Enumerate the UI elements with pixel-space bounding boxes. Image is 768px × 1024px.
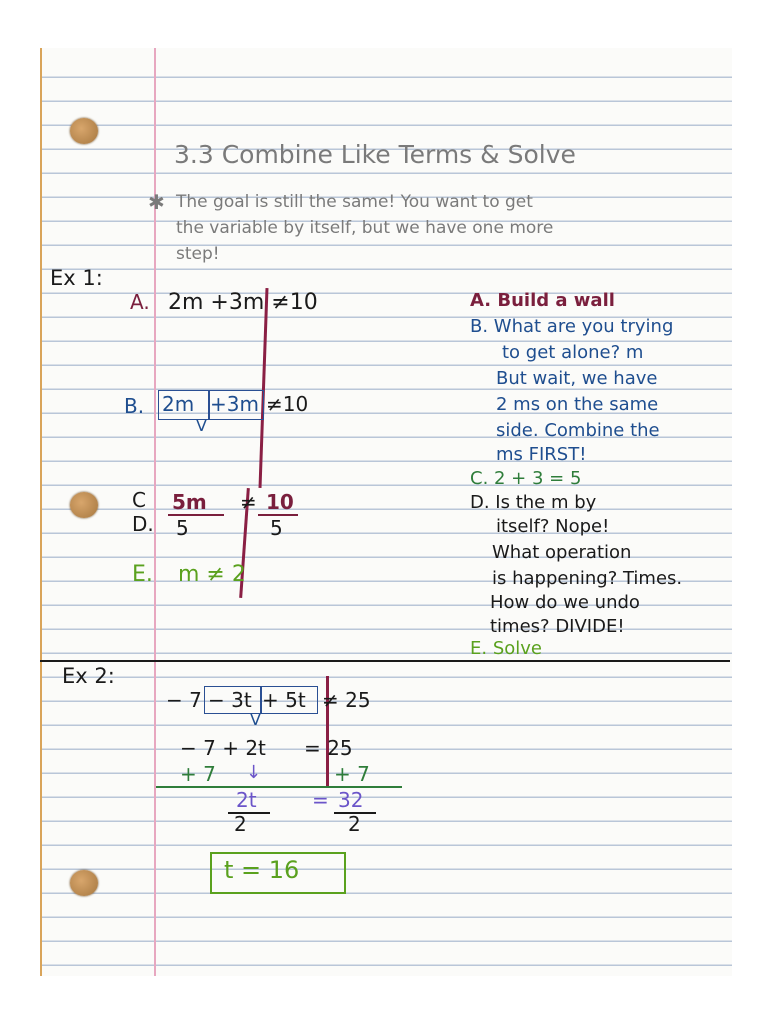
ex1-c-label: C bbox=[132, 488, 146, 512]
ex2-row3-right: + 7 bbox=[334, 762, 370, 786]
ex2-row2-right: = 25 bbox=[304, 736, 353, 760]
ex1-c-left: 5m bbox=[172, 490, 207, 514]
ex1-c-equals-text: ≠ bbox=[240, 490, 257, 514]
ex2-frac-right-equals: = bbox=[312, 788, 329, 812]
ex2-label: Ex 2: bbox=[62, 664, 115, 688]
ex1-c-right: 10 bbox=[266, 490, 294, 514]
ex1-b-rest: ≠10 bbox=[266, 392, 309, 416]
note-line: is happening? Times. bbox=[492, 568, 683, 589]
note-line: What operation bbox=[492, 542, 632, 563]
ex1-label: Ex 1: bbox=[50, 266, 103, 290]
ex2-frac-right-den: 2 bbox=[348, 812, 361, 836]
ex2-row1-constant: − 7 bbox=[166, 688, 202, 712]
goal-line-2: the variable by itself, but we have one more bbox=[176, 218, 554, 238]
ex2-check-mark: V bbox=[250, 710, 261, 729]
note-line: How do we undo bbox=[490, 592, 640, 613]
ex1-b-term1: 2m bbox=[162, 392, 195, 416]
ex2-row1-right: ≠ 25 bbox=[322, 688, 371, 712]
punch-hole-bottom bbox=[70, 870, 98, 896]
punch-hole-middle bbox=[70, 492, 98, 518]
ex1-d-left: 5 bbox=[176, 516, 189, 540]
note-line: itself? Nope! bbox=[496, 516, 610, 537]
section-divider bbox=[40, 660, 730, 662]
page-title: 3.3 Combine Like Terms & Solve bbox=[174, 140, 576, 169]
ex2-row2-left: − 7 + 2t bbox=[180, 736, 266, 760]
ex1-d-right: 5 bbox=[270, 516, 283, 540]
ex1-e-label: E. bbox=[132, 562, 153, 587]
ex1-a-equation: 2m +3m ≠10 bbox=[168, 290, 318, 315]
ex2-row1-term2: + 5t bbox=[262, 688, 306, 712]
note-line: B. What are you trying bbox=[470, 316, 674, 337]
ex1-b-term2: +3m bbox=[210, 392, 259, 416]
down-arrow-icon: ↓ bbox=[246, 762, 262, 783]
margin-line bbox=[154, 48, 156, 976]
ex1-b-label: B. bbox=[124, 394, 145, 418]
ex2-sum-line bbox=[156, 786, 402, 788]
note-line: to get alone? m bbox=[502, 342, 644, 363]
ex1-d-label: D. bbox=[132, 512, 154, 536]
note-line: E. Solve bbox=[470, 638, 542, 659]
note-line: D. Is the m by bbox=[470, 492, 597, 513]
ex2-row3-left: + 7 bbox=[180, 762, 216, 786]
ex2-answer: t = 16 bbox=[224, 856, 300, 884]
note-line: times? DIVIDE! bbox=[490, 616, 625, 637]
note-line: C. 2 + 3 = 5 bbox=[470, 468, 582, 489]
note-line: 2 ms on the same bbox=[496, 394, 659, 415]
ex1-a-label: A. bbox=[130, 290, 150, 314]
ex2-frac-left-den: 2 bbox=[234, 812, 247, 836]
goal-line-1: The goal is still the same! You want to get bbox=[176, 192, 533, 212]
note-line: ms FIRST! bbox=[496, 444, 587, 465]
ex1-b-check-mark: V bbox=[196, 416, 207, 435]
ex1-e-equation: m ≠ 2 bbox=[178, 562, 246, 587]
punch-hole-top bbox=[70, 118, 98, 144]
note-line: But wait, we have bbox=[496, 368, 658, 389]
ex2-frac-right-num: 32 bbox=[338, 788, 364, 812]
note-line: A. Build a wall bbox=[470, 290, 615, 311]
goal-line-3: step! bbox=[176, 244, 220, 264]
ex2-row1-term1: − 3t bbox=[208, 688, 252, 712]
star-icon: ✱ bbox=[148, 190, 165, 214]
note-line: side. Combine the bbox=[496, 420, 660, 441]
ex2-frac-left-num: 2t bbox=[236, 788, 257, 812]
